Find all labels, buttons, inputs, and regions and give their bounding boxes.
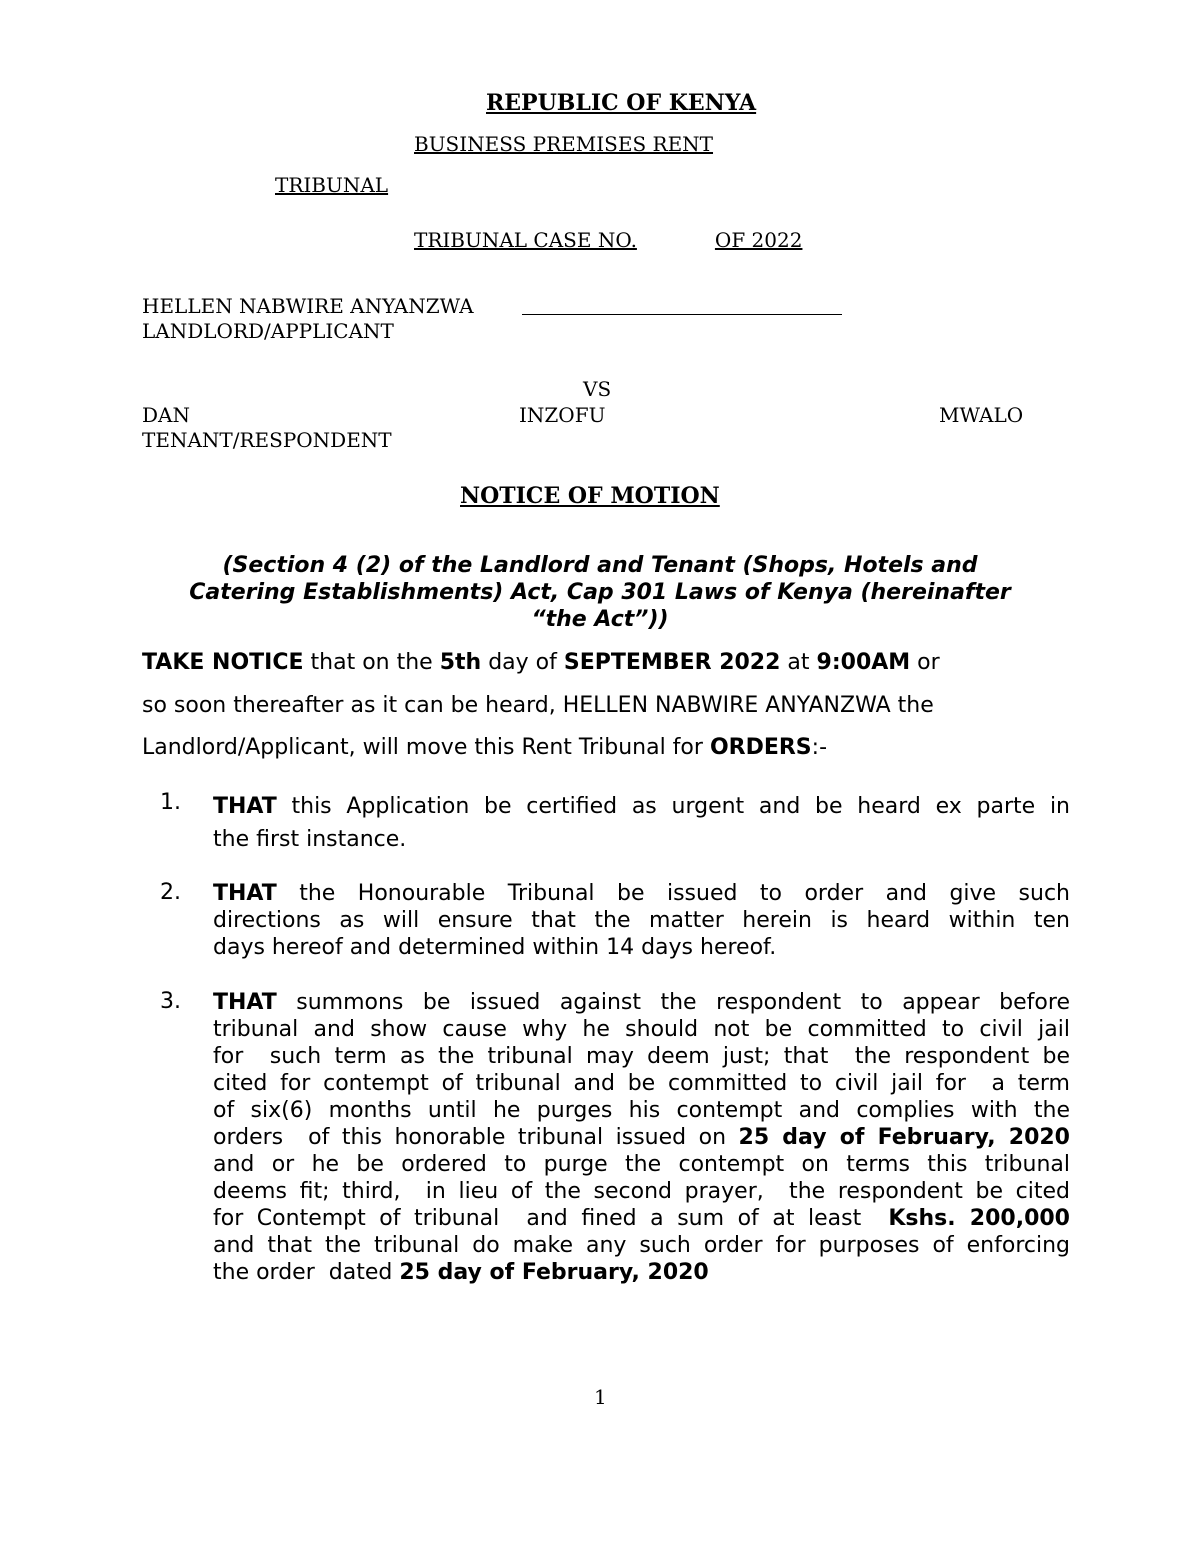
statutory-citation (130, 552, 1070, 633)
notice-title: NOTICE OF MOTION (460, 483, 720, 509)
order-3-line-9 (213, 1205, 1070, 1232)
intro-text: day of (481, 650, 564, 675)
citation-line-2: Catering Establishments) Act, Cap 301 Laws of Kenya (hereinafter (189, 580, 1011, 605)
citation-line-3: “the Act”)) (531, 607, 669, 632)
order-2-line-2: directions as will ensure that the matter herein is heard within ten (213, 908, 1070, 933)
intro-line-1 (142, 650, 940, 675)
orders-label: ORDERS (709, 735, 812, 760)
applicant-role: LANDLORD/APPLICANT (142, 319, 394, 343)
that-label: THAT (213, 990, 277, 1015)
intro-line-2: so soon thereafter as it can be heard, HELLEN NABWIRE ANYANZWA the (142, 693, 934, 718)
order-1-line-2: the first instance. (213, 827, 407, 852)
order-2-line-3: days hereof and determined within 14 days hereof. (213, 935, 777, 960)
order-3-line-5: of six(6) months until he purges his contempt and complies with the (213, 1098, 1070, 1123)
citation-line-1: (Section 4 (2) of the Landlord and Tenant (Shops, Hotels and (222, 553, 978, 578)
order-item-2 (160, 880, 1070, 961)
that-label: THAT (213, 881, 277, 906)
intro-line-3 (142, 735, 827, 760)
order-3-line-8: deems fit; third, in lieu of the second prayer, the respondent be cited (213, 1179, 1070, 1204)
order-item-1 (160, 790, 1070, 856)
fine-amount: Kshs. 200,000 (888, 1206, 1070, 1231)
versus-label: VS (583, 377, 612, 401)
respondent-middle-name: INZOFU (519, 403, 606, 427)
order-text: for Contempt of tribunal and fined a sum of at least (213, 1206, 889, 1231)
case-number-label: TRIBUNAL CASE NO. (414, 228, 637, 252)
order-number: 1. (160, 790, 181, 815)
intro-text: :- (811, 735, 828, 760)
hearing-day: 5th (439, 650, 482, 675)
order-text: orders of this honorable tribunal issued on (213, 1125, 739, 1150)
order-text: this Application be certified as urgent and be heard ex parte in (276, 794, 1070, 819)
order-1-line-1 (213, 790, 1070, 823)
that-label: THAT (213, 794, 277, 819)
intro-text: or (910, 650, 940, 675)
order-text: summons be issued against the respondent to appear before (276, 990, 1070, 1015)
take-notice-label: TAKE NOTICE (142, 650, 304, 675)
order-text: the Honourable Tribunal be issued to order and give such (276, 881, 1070, 906)
case-year: OF 2022 (714, 228, 803, 252)
tribunal-heading-line2: TRIBUNAL (275, 173, 389, 197)
tribunal-heading-line1: BUSINESS PREMISES RENT (414, 132, 714, 156)
order-3-line-11 (213, 1259, 1070, 1286)
intro-text: Landlord/Applicant, will move this Rent Tribunal for (142, 735, 710, 760)
order-3-line-1 (213, 989, 1070, 1016)
hearing-month-year: SEPTEMBER 2022 (563, 650, 781, 675)
applicant-name: HELLEN NABWIRE ANYANZWA (142, 294, 474, 318)
intro-text: that on the (303, 650, 440, 675)
intro-text: at (780, 650, 817, 675)
order-date: 25 day of February, 2020 (738, 1125, 1070, 1150)
order-text: the order dated (213, 1260, 400, 1285)
respondent-last-name: MWALO (939, 403, 1024, 427)
applicant-signature-line (522, 314, 842, 315)
order-3-line-10: and that the tribunal do make any such order for purposes of enforcing (213, 1233, 1070, 1258)
case-number-heading (414, 228, 802, 252)
order-3-line-3: for such term as the tribunal may deem just; that the respondent be (213, 1044, 1070, 1069)
order-date: 25 day of February, 2020 (399, 1260, 709, 1285)
order-3-line-6 (213, 1124, 1070, 1151)
order-3-line-7: and or he be ordered to purge the contempt on terms this tribunal (213, 1152, 1070, 1177)
country-heading: REPUBLIC OF KENYA (486, 90, 757, 116)
order-3-line-2: tribunal and show cause why he should not be committed to civil jail (213, 1017, 1070, 1042)
respondent-first-name: DAN (142, 403, 190, 427)
order-number: 2. (160, 880, 181, 905)
page-number: 1 (594, 1385, 607, 1409)
respondent-role: TENANT/RESPONDENT (142, 428, 392, 452)
hearing-time: 9:00AM (816, 650, 911, 675)
order-3-line-4: cited for contempt of tribunal and be committed to civil jail for a term (213, 1071, 1070, 1096)
order-2-line-1 (213, 880, 1070, 907)
order-item-3 (160, 989, 1070, 1286)
order-number: 3. (160, 989, 181, 1014)
